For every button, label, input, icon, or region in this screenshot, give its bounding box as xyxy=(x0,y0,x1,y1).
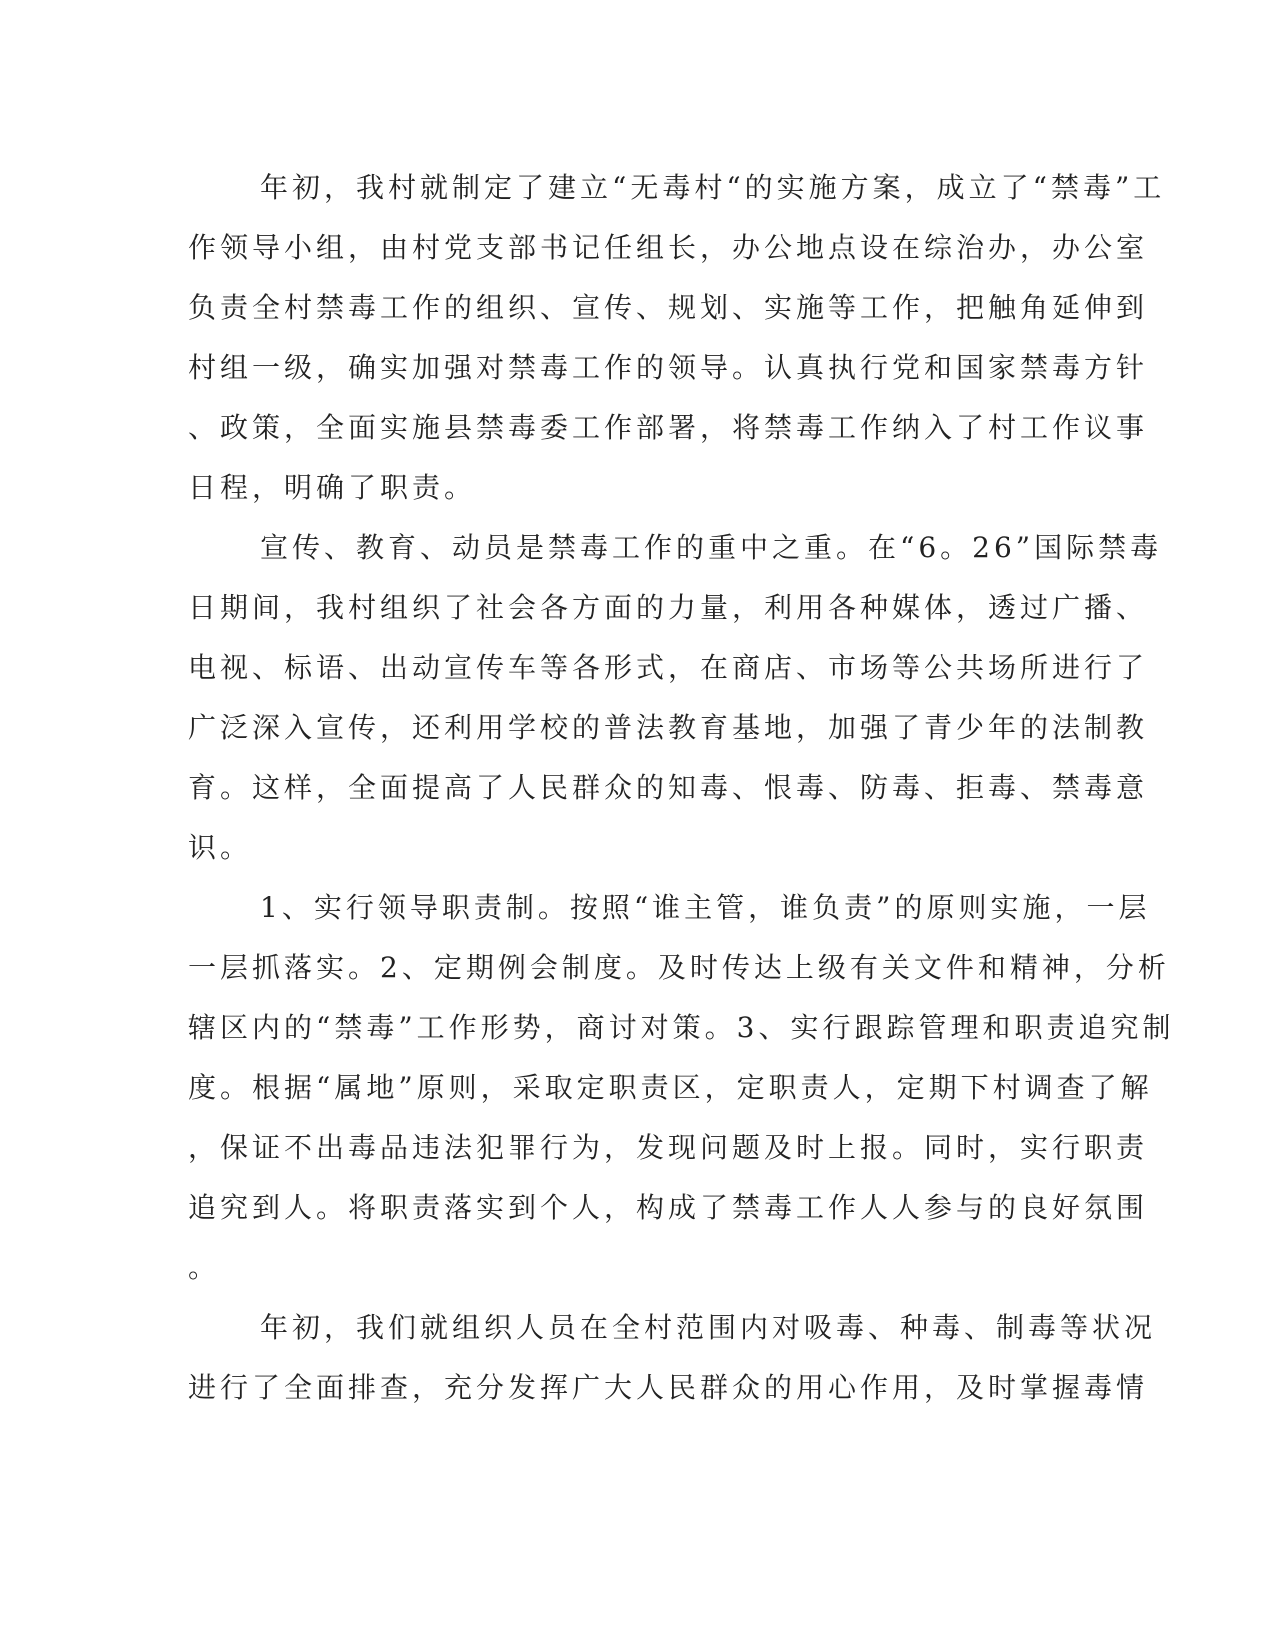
text-line: 日期间，我村组织了社会各方面的力量，利用各种媒体，透过广播、 xyxy=(188,591,1149,624)
text-line: 村组一级，确实加强对禁毒工作的领导。认真执行党和国家禁毒方针 xyxy=(188,351,1149,384)
document-body xyxy=(188,158,1175,1418)
text-line: 电视、标语、出动宣传车等各形式，在商店、市场等公共场所进行了 xyxy=(188,651,1149,684)
paragraph-4 xyxy=(188,1298,1157,1418)
text-line: 育。这样，全面提高了人民群众的知毒、恨毒、防毒、拒毒、禁毒意 xyxy=(188,771,1149,804)
text-line: 日程，明确了职责。 xyxy=(188,471,477,504)
text-line: 辖区内的“禁毒”工作形势，商讨对策。3、实行跟踪管理和职责追究制 xyxy=(188,1011,1175,1044)
text-line: 。 xyxy=(188,1251,221,1284)
text-line: 度。根据“属地”原则，采取定职责区，定职责人，定期下村调查了解 xyxy=(188,1071,1153,1104)
text-line: 1、实行领导职责制。按照“谁主管，谁负责”的原则实施，一层 xyxy=(260,891,1151,924)
text-line: 作领导小组，由村党支部书记任组长，办公地点设在综治办，办公室 xyxy=(188,231,1149,264)
text-line: 宣传、教育、动员是禁毒工作的重中之重。在“6。26”国际禁毒 xyxy=(260,531,1163,564)
paragraph-2 xyxy=(188,518,1163,878)
text-line: 年初，我村就制定了建立“无毒村“的实施方案，成立了“禁毒”工 xyxy=(260,171,1166,204)
text-line: 进行了全面排查，充分发挥广大人民群众的用心作用，及时掌握毒情 xyxy=(188,1371,1149,1404)
text-line: ，保证不出毒品违法犯罪行为，发现问题及时上报。同时，实行职责 xyxy=(188,1131,1149,1164)
text-line: 追究到人。将职责落实到个人，构成了禁毒工作人人参与的良好氛围 xyxy=(188,1191,1149,1224)
paragraph-1 xyxy=(188,158,1166,518)
paragraph-3 xyxy=(188,878,1175,1298)
text-line: 广泛深入宣传，还利用学校的普法教育基地，加强了青少年的法制教 xyxy=(188,711,1149,744)
text-line: 年初，我们就组织人员在全村范围内对吸毒、种毒、制毒等状况 xyxy=(260,1311,1157,1344)
text-line: 、政策，全面实施县禁毒委工作部署，将禁毒工作纳入了村工作议事 xyxy=(188,411,1149,444)
text-line: 一层抓落实。2、定期例会制度。及时传达上级有关文件和精神，分析 xyxy=(188,951,1170,984)
text-line: 识。 xyxy=(188,831,253,864)
text-line: 负责全村禁毒工作的组织、宣传、规划、实施等工作，把触角延伸到 xyxy=(188,291,1149,324)
